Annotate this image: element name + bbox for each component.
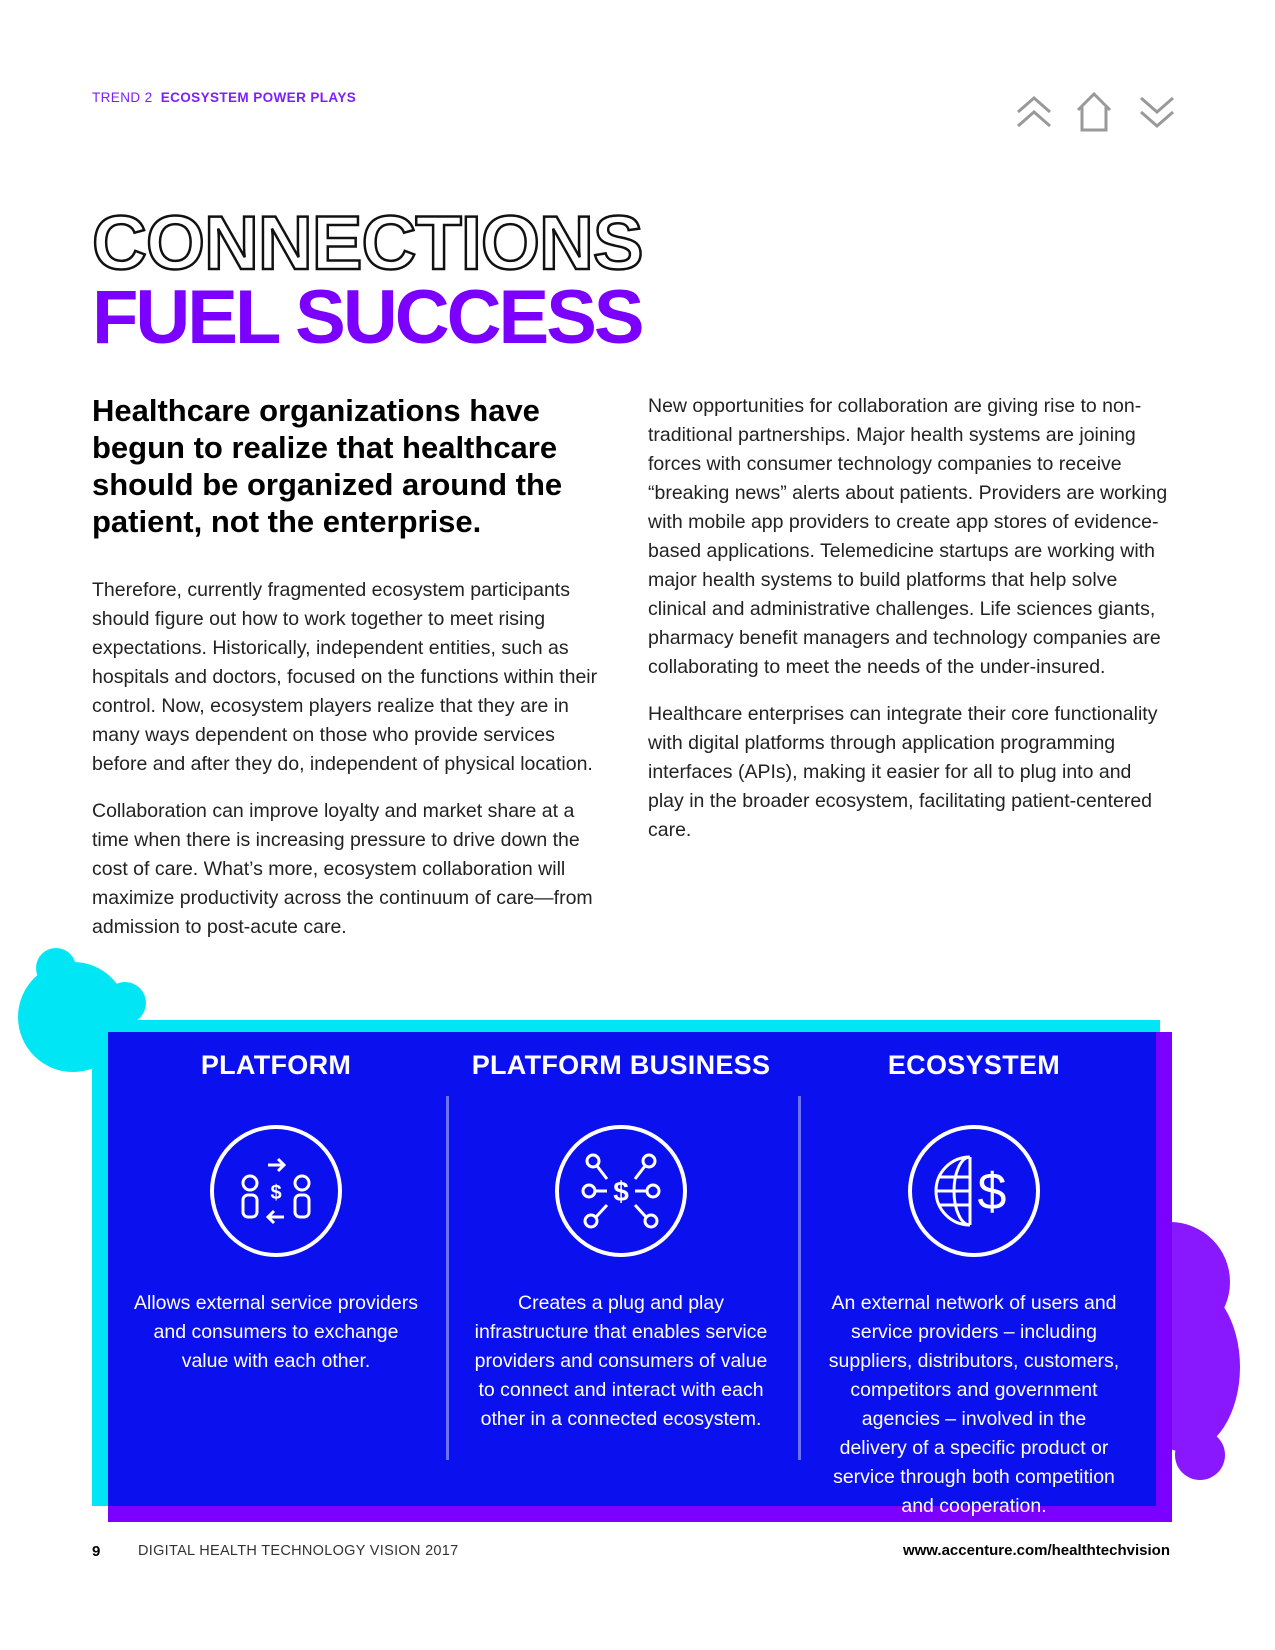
decorative-bubble: [36, 948, 76, 988]
platform-title: PLATFORM: [200, 1050, 352, 1080]
decorative-bubble: [1175, 1430, 1225, 1480]
svg-text:$: $: [613, 1176, 629, 1207]
lead-paragraph: Healthcare organizations have begun to realize that healthcare should be organized around the patient, not the enterprise.: [92, 393, 563, 539]
column-divider: [446, 1096, 449, 1460]
platform-column: [122, 1032, 430, 1506]
ecosystem-description: An external network of users and service providers – including suppliers, distributors, customers, competitors and government agencies – involved in the delivery of a specific product or service through both competition and cooperation.: [828, 1292, 1120, 1517]
right-column: [648, 392, 1168, 863]
publication-title: DIGITAL HEALTH TECHNOLOGY VISION 2017: [138, 1543, 459, 1559]
decorative-bubble: [104, 982, 146, 1024]
headline: [92, 201, 643, 360]
page-number: 9: [92, 1543, 101, 1560]
next-page-button[interactable]: [1135, 90, 1179, 134]
trend-number: TREND 2: [92, 90, 153, 105]
ecosystem-column: [816, 1032, 1132, 1517]
svg-text:$: $: [270, 1182, 282, 1204]
chevrons-down-icon: [1135, 90, 1179, 134]
platform-business-title: PLATFORM BUSINESS: [471, 1050, 771, 1080]
body-paragraph: New opportunities for collaboration are giving rise to non-traditional partnerships. Major health systems are joining forces with consumer technology companies to receive “breaking news” alerts about patients. Providers are working with mobile app providers to create app stores of evidence-based applications. Telemedicine startups are working with major health systems to build platforms that help solve clinical and administrative challenges. Life sciences giants, pharmacy benefit managers and technology companies are collaborating to meet the needs of the under-insured.: [648, 395, 1168, 678]
platform-business-description: Creates a plug and play infrastructure that enables service providers and consumers of value to connect and interact with each other in a connected ecosystem.: [474, 1292, 768, 1430]
body-paragraph: Therefore, currently fragmented ecosystem participants should figure out how to work together to meet rising expectations. Historically, independent entities, such as hospitals and doctors, focused on the functions within their control. Now, ecosystem players realize that they are in many ways dependent on those who provide services before and after they do, independent of physical location.: [92, 579, 598, 775]
trend-title: ECOSYSTEM POWER PLAYS: [160, 90, 357, 105]
trend-label: [92, 90, 356, 105]
definitions-panel: [108, 1032, 1156, 1517]
previous-page-button[interactable]: [1012, 90, 1056, 134]
home-button[interactable]: [1072, 90, 1116, 134]
svg-text:$: $: [977, 1163, 1007, 1221]
network-dollar-icon: [551, 1121, 691, 1261]
body-paragraph: Healthcare enterprises can integrate their core functionality with digital platforms through application programming interfaces (APIs), making it easier for all to plug into and play in the broader ecosystem, facilitating patient-centered care.: [648, 703, 1158, 841]
platform-business-column: [461, 1032, 781, 1506]
column-divider: [798, 1096, 801, 1460]
exchange-people-icon: [206, 1121, 346, 1261]
headline-line1: CONNECTIONS: [92, 201, 643, 286]
home-icon: [1072, 90, 1116, 134]
platform-description: Allows external service providers and consumers to exchange value with each other.: [134, 1292, 418, 1372]
website-link[interactable]: www.accenture.com/healthtechvision: [902, 1542, 1170, 1559]
chevrons-up-icon: [1012, 90, 1056, 134]
left-column: [92, 576, 607, 960]
globe-dollar-icon: [904, 1121, 1044, 1261]
body-paragraph: Collaboration can improve loyalty and market share at a time when there is increasing pressure to drive down the cost of care. What’s more, ecosystem collaboration will maximize productivity across the continuum of care—from admission to post-acute care.: [92, 800, 593, 938]
ecosystem-title: ECOSYSTEM: [887, 1050, 1061, 1080]
headline-line2: FUEL SUCCESS: [92, 275, 642, 360]
page-navigation: [1012, 90, 1182, 140]
